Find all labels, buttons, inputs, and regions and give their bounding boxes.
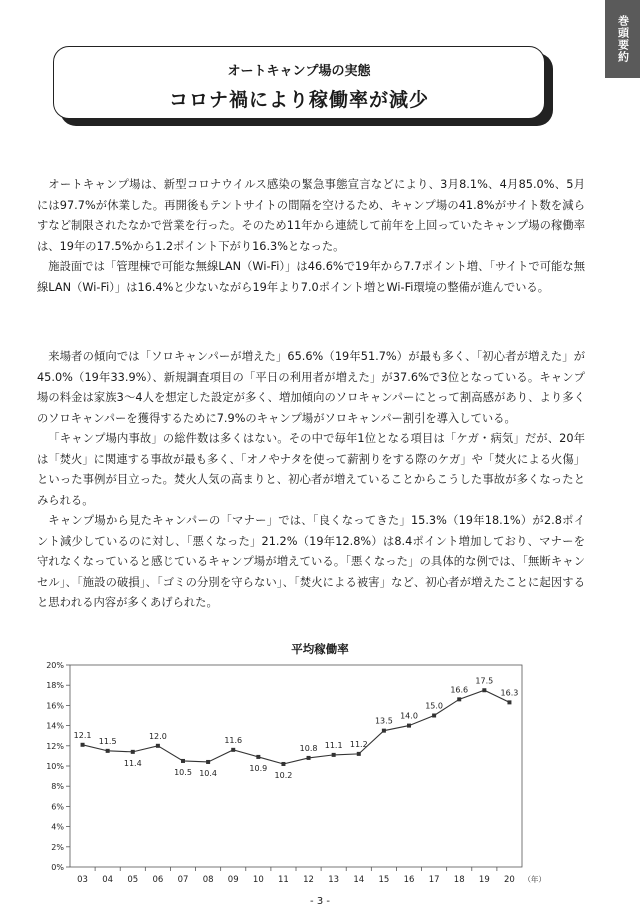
- data-label: 15.0: [425, 701, 444, 711]
- x-tick-label: 04: [102, 875, 114, 885]
- y-tick-label: 12%: [46, 741, 64, 751]
- x-tick-label: 07: [177, 875, 189, 885]
- data-label: 12.1: [73, 730, 92, 740]
- x-tick-label: 17: [428, 875, 440, 885]
- y-tick-label: 6%: [51, 802, 64, 812]
- data-label: 16.6: [450, 685, 469, 695]
- body-paragraph: キャンプ場から見たキャンパーの「マナー」では、「良くなってきた」15.3%（19年18.1%）が2.8ポイント減少しているのに対し、「悪くなった」21.2%（19年12.8%）は8.4ポイント増加しており、マナーを守れなくなっていると感じているキャンプ場が増えている。「悪くなった」の具体的な例では、「無断キャンセル」、「施設の破損」、「ゴミの分別を守らない」、「焚火による被害」など、初心者が増えたことに起因すると思われる内容が多くあげられた。: [37, 514, 585, 609]
- line-chart: [0, 655, 640, 895]
- data-point: [507, 700, 511, 704]
- series-line: [83, 690, 510, 764]
- data-point: [332, 753, 336, 757]
- data-label: 11.1: [324, 740, 343, 750]
- data-point: [307, 756, 311, 760]
- y-tick-label: 4%: [51, 822, 64, 832]
- data-label: 12.0: [148, 731, 167, 741]
- y-tick-label: 2%: [51, 842, 64, 852]
- data-point: [181, 759, 185, 763]
- y-tick-label: 8%: [51, 782, 64, 792]
- data-label: 11.5: [98, 736, 117, 746]
- title-heading: コロナ禍により稼働率が減少: [168, 89, 429, 111]
- y-tick-label: 0%: [51, 863, 64, 872]
- data-point: [131, 750, 135, 754]
- x-tick-label: 13: [328, 875, 340, 885]
- data-label: 10.9: [249, 763, 268, 773]
- x-tick-label: 09: [227, 875, 239, 885]
- data-point: [281, 762, 285, 766]
- body-paragraph: 来場者の傾向では「ソロキャンパーが増えた」65.6%（19年51.7%）が最も多く、「初心者が増えた」が45.0%（19年33.9%）、新規調査項目の「平日の利用者が増えた」が37.6%で3位となっている。キャンプ場の料金は家族3～4人を想定した設定が多く、増加傾向のソロキャンパーにとって割高感があり、より多くのソロキャンパーを獲得するために7.9%のキャンプ場がソロキャンパー割引を導入している。: [37, 350, 585, 425]
- data-point: [81, 743, 85, 747]
- section-tab: 巻頭要約: [605, 0, 640, 78]
- y-tick-label: 20%: [46, 661, 64, 670]
- x-tick-label: 14: [353, 875, 365, 885]
- x-tick-label: 11: [278, 875, 289, 885]
- body-paragraph: 施設面では「管理棟で可能な無線LAN（Wi-Fi）」は46.6%で19年から7.7ポイント増、「サイトで可能な無線LAN（Wi-Fi）」は16.4%と少ないながら19年より7.0ポイント増とWi-Fi環境の整備が進んでいる。: [37, 260, 585, 294]
- data-point: [432, 714, 436, 718]
- x-tick-label: 15: [378, 875, 390, 885]
- data-point: [357, 752, 361, 756]
- x-tick-label: 19: [478, 875, 490, 885]
- data-label: 11.4: [123, 758, 142, 768]
- data-label: 10.8: [299, 743, 318, 753]
- body-section-2: [37, 347, 585, 614]
- data-point: [231, 748, 235, 752]
- y-tick-label: 16%: [46, 701, 64, 711]
- data-label: 10.2: [274, 770, 293, 780]
- data-point: [256, 755, 260, 759]
- body-paragraph: オートキャンプ場は、新型コロナウイルス感染の緊急事態宣言などにより、3月8.1%、4月85.0%、5月には97.7%が休業した。再開後もテントサイトの間隔を空けるため、キャンプ場の41.8%がサイト数を減らすなど制限されたなかで営業を行った。そのため11年から連続して前年を上回っていたキャンプ場の稼働率は、19年の17.5%から1.2ポイント下がり16.3%となった。: [37, 178, 585, 253]
- x-tick-label: 08: [202, 875, 214, 885]
- data-label: 11.2: [349, 739, 368, 749]
- page-number: - 3 -: [310, 896, 330, 907]
- data-label: 17.5: [475, 676, 494, 686]
- data-label: 10.4: [199, 768, 218, 778]
- y-tick-label: 10%: [46, 762, 64, 771]
- data-label: 10.5: [174, 767, 192, 777]
- title-subtitle: オートキャンプ場の実態: [227, 64, 371, 79]
- x-tick-label: 10: [252, 875, 264, 885]
- x-tick-label: 12: [303, 875, 314, 885]
- x-axis-unit: （年）: [523, 875, 546, 884]
- body-paragraph: 「キャンプ場内事故」の総件数は多くはない。その中で毎年1位となる項目は「ケガ・病気」だが、20年は「焚火」に関連する事故が最も多く、「オノやナタを使って薪割りをする際のケガ」や「焚火による火傷」といった事例が目立った。焚火人気の高まりと、初心者が増えていることからこうした事故が多くなったとみられる。: [37, 432, 585, 507]
- data-point: [482, 688, 486, 692]
- data-label: 16.3: [500, 688, 519, 698]
- data-label: 14.0: [400, 711, 418, 721]
- title-box: [53, 46, 545, 119]
- x-tick-label: 16: [403, 875, 415, 885]
- data-point: [382, 729, 386, 733]
- x-tick-label: 03: [77, 875, 88, 885]
- body-section-1: [37, 175, 585, 298]
- data-point: [407, 724, 411, 728]
- x-tick-label: 06: [152, 875, 164, 885]
- data-point: [156, 744, 160, 748]
- data-label: 11.6: [224, 735, 243, 745]
- data-point: [106, 749, 110, 753]
- data-point: [457, 697, 461, 701]
- x-tick-label: 18: [453, 875, 465, 885]
- x-tick-label: 05: [127, 875, 139, 885]
- chart-title: 平均稼働率: [291, 642, 349, 656]
- data-label: 13.5: [374, 716, 393, 726]
- x-tick-label: 20: [504, 875, 515, 885]
- y-tick-label: 14%: [46, 721, 64, 731]
- y-tick-label: 18%: [46, 681, 64, 691]
- data-point: [206, 760, 210, 764]
